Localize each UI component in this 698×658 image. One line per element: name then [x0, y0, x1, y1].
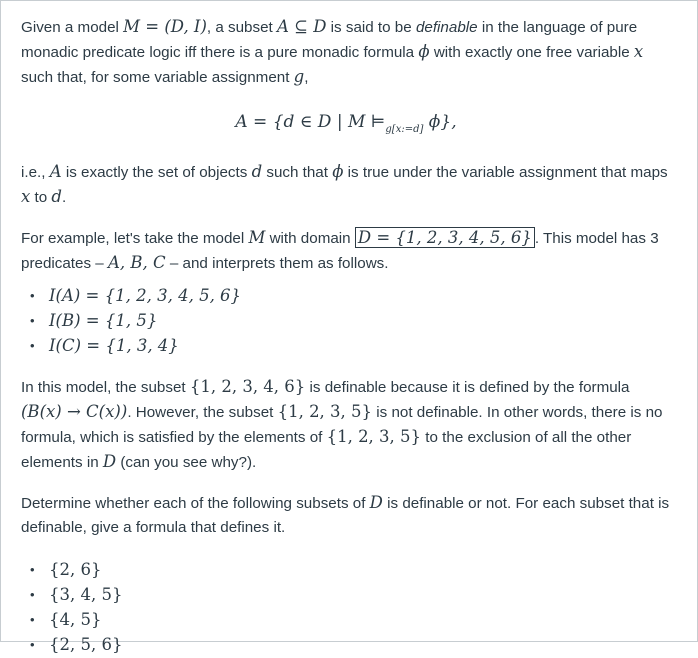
math-phi: ϕ: [332, 162, 344, 181]
text: .: [61, 189, 67, 206]
emphasis-definable: definable: [415, 19, 478, 36]
formula-main: A = {d ∈ D | M ⊨: [235, 112, 386, 132]
interpretation-A: I(A) = {1, 2, 3, 4, 5, 6}: [49, 286, 242, 305]
text: is definable or not. For each subset that is definable, give a formula that defines it.: [21, 495, 670, 536]
interpretation-B: I(B) = {1, 5}: [49, 311, 158, 330]
formula-end: ϕ},: [423, 112, 457, 132]
list-item: [25, 309, 671, 334]
text: ,: [304, 69, 309, 86]
text: with domain: [265, 230, 355, 247]
subset-list: [21, 558, 671, 658]
math-model: M = (D, I): [123, 17, 207, 36]
text: is not definable. In other words, there is no formula, which is satisfied by the elements of: [21, 404, 663, 446]
text: , a subset: [206, 19, 277, 36]
text: . However, the subset: [127, 404, 278, 421]
math-A: A: [49, 162, 62, 181]
list-item: [25, 633, 671, 658]
math-x: x: [633, 42, 644, 61]
list-item: [25, 334, 671, 359]
formula-subscript: g[x:=d]: [385, 124, 424, 135]
text: (can you see why?).: [116, 454, 257, 471]
explanation-paragraph: [21, 160, 671, 210]
text: i.e.,: [21, 164, 50, 181]
math-phi: ϕ: [418, 42, 430, 61]
math-M: M: [248, 228, 266, 247]
list-item: [25, 284, 671, 309]
list-item: [25, 583, 671, 608]
math-D: D: [102, 452, 117, 471]
text: to the exclusion of all the other elements in: [21, 429, 632, 471]
math-formula: (B(x) → C(x)): [21, 402, 128, 421]
math-set: {1, 2, 3, 5}: [277, 402, 373, 421]
text: in the language of pure monadic predicate logic iff there is a pure monadic formula: [21, 19, 638, 61]
question-content: [21, 15, 671, 658]
interpretation-list: [21, 284, 671, 359]
task-paragraph: [21, 491, 671, 540]
list-item: [25, 608, 671, 633]
math-predicates: A, B, C: [107, 253, 166, 272]
text: with exactly one free variable: [429, 44, 634, 61]
math-g: g: [293, 67, 305, 86]
text: is true under the variable assignment that maps: [343, 164, 668, 181]
definable-example-paragraph: [21, 375, 671, 475]
text: such that, for some variable assignment: [21, 69, 294, 86]
math-subset: A ⊆ D: [276, 17, 327, 36]
math-D: D: [369, 493, 383, 512]
text: In this model, the subset: [21, 379, 190, 396]
subset-item: {2, 5, 6}: [49, 635, 123, 654]
math-d: d: [251, 162, 263, 181]
subset-item: {3, 4, 5}: [49, 585, 123, 604]
example-paragraph: [21, 226, 671, 276]
text: Determine whether each of the following subsets of: [21, 495, 370, 512]
list-item: [25, 558, 671, 583]
math-set: {1, 2, 3, 4, 6}: [189, 377, 306, 396]
math-domain-boxed: D = {1, 2, 3, 4, 5, 6}: [355, 227, 535, 248]
text: is definable because it is defined by the formula: [305, 379, 630, 396]
text: is said to be: [326, 19, 416, 36]
subset-item: {4, 5}: [49, 610, 102, 629]
interpretation-C: I(C) = {1, 3, 4}: [49, 336, 179, 355]
subset-item: {2, 6}: [49, 560, 102, 579]
definition-formula: [21, 110, 671, 142]
definition-paragraph: [21, 15, 671, 90]
math-set: {1, 2, 3, 5}: [326, 427, 422, 446]
math-x: x: [21, 187, 31, 206]
text: is exactly the set of objects: [61, 164, 252, 181]
text: such that: [262, 164, 333, 181]
text: to: [30, 189, 52, 206]
text: For example, let's take the model: [21, 230, 249, 247]
text: . This model has 3 predicates –: [21, 230, 659, 272]
math-d: d: [51, 187, 62, 206]
text: Given a model: [21, 19, 124, 36]
text: – and interprets them as follows.: [165, 255, 389, 272]
